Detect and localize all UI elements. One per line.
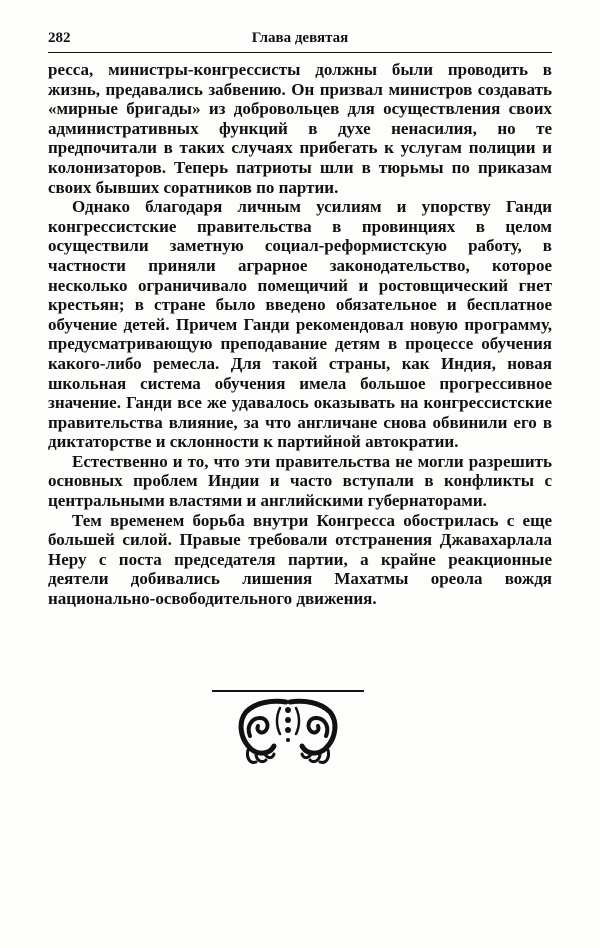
page-header [48, 30, 552, 53]
paragraph-3: Естественно и то, что эти правительства не могли разрешить основных проблем Индии и часто вступали в конфликты с центральными властями и английскими губернаторами. [48, 451, 552, 511]
paragraph-2: Однако благодаря личным усилиям и упорству Ганди конгрессистские правительства в провинциях в целом осуществили заметную социал-реформистскую работу, в частности приняли аграрное законодательство, которое несколько ограничивало помещичий и ростовщический гнет крестьян; в стране было введено обязательное и бесплатное обучение детей. Причем Ганди рекомендовал новую программу, предусматривающую преподавание детям в процессе обучения какого-либо ремесла. Для такой страны, как Индия, новая школьная система обучения имела большое прогрессивное значение. Ганди все же удавалось оказывать на конгрессистские правительства влияние, за что англичане снова обвинили его в диктаторстве и склонности к партийной автократии. [48, 197, 552, 452]
ornament [212, 690, 364, 770]
paragraph-4: Тем временем борьба внутри Конгресса обострилась с еще большей силой. Правые требовали отстранения Джавахарлала Неру с поста председателя партии, а крайне реакционные деятели добивались лишения Махатмы ореола вождя национально-освободительного движения. [48, 510, 552, 609]
paragraph-1: ресса, министры-конгрессисты должны были проводить в жизнь, предавались забвению. Он призвал министров создавать «мирные бригады» из добровольцев для осуществления своих административных функций в духе ненасилия, но те предпочитали в таких случаях прибегать к услугам полиции и колонизаторов. Теперь патриоты шли в тюрьмы по приказам своих бывших соратников по партии. [48, 60, 552, 197]
page-number: 282 [48, 30, 71, 46]
chapter-title: Глава девятая [251, 30, 349, 46]
floral-ornament-icon [236, 696, 340, 768]
body-text [48, 60, 552, 609]
ornament-rule [212, 690, 364, 692]
